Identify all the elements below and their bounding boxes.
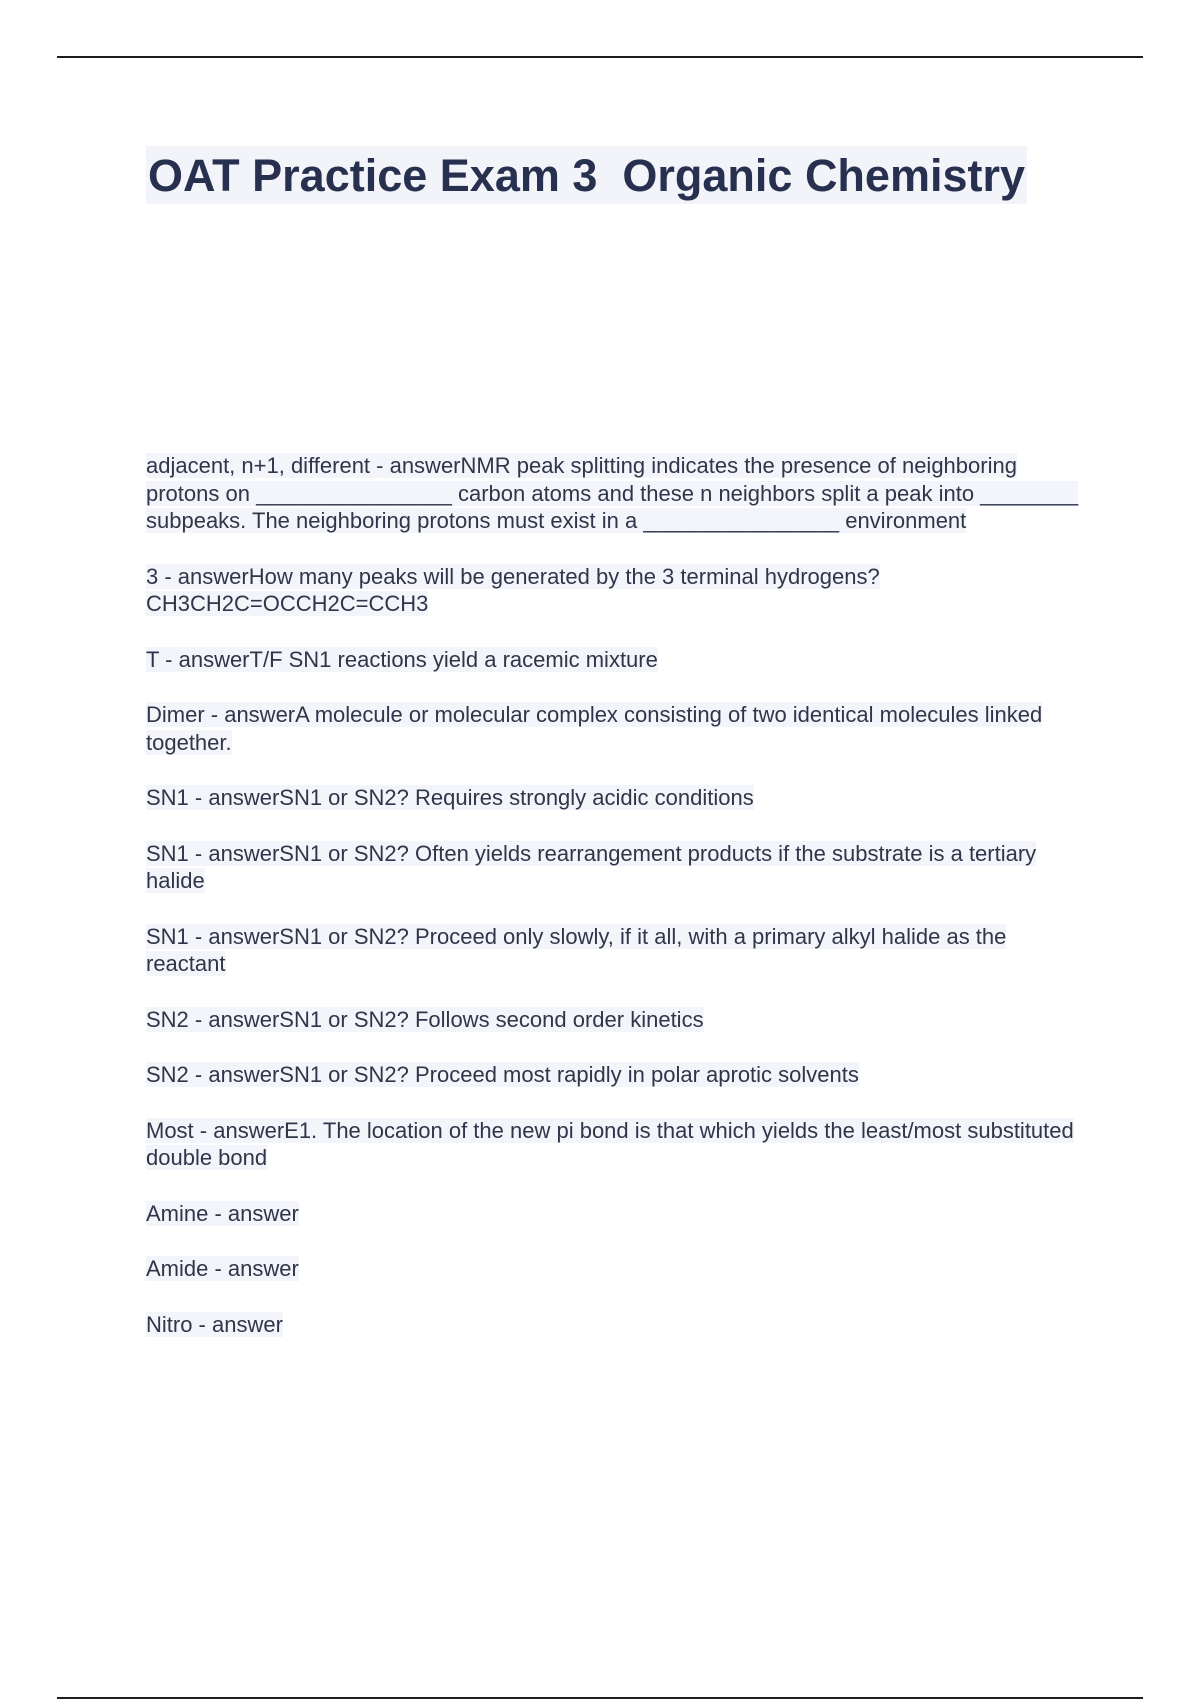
qa-item: [146, 1311, 1086, 1339]
qa-item: [146, 563, 1086, 618]
qa-text: Amide - answer: [146, 1256, 299, 1281]
qa-text: SN1 - answerSN1 or SN2? Proceed only slowly, if it all, with a primary alkyl halide as the reactant: [146, 923, 1007, 976]
qa-item: [146, 1255, 1086, 1283]
qa-item: [146, 1061, 1086, 1089]
qa-item: [146, 1200, 1086, 1228]
qa-text: T - answerT/F SN1 reactions yield a racemic mixture: [146, 646, 658, 672]
qa-text: Amine - answer: [146, 1200, 299, 1226]
qa-item: [146, 1006, 1086, 1034]
top-rule: [57, 56, 1143, 58]
qa-item: [146, 1117, 1086, 1172]
qa-item: [146, 646, 1086, 674]
qa-item: [146, 784, 1086, 812]
bottom-rule: [57, 1697, 1143, 1699]
qa-item: [146, 452, 1086, 535]
qa-text: Nitro - answer: [146, 1311, 283, 1337]
qa-item: [146, 840, 1086, 895]
qa-item: [146, 923, 1086, 978]
qa-list: [146, 452, 1086, 1366]
qa-text: SN1 - answerSN1 or SN2? Often yields rearrangement products if the substrate is a tertiary halide: [146, 840, 1037, 893]
qa-text: SN2 - answerSN1 or SN2? Follows second order kinetics: [146, 1006, 704, 1032]
qa-text: Most - answerE1. The location of the new pi bond is that which yields the least/most substituted double bond: [146, 1117, 1074, 1170]
qa-text: Dimer - answerA molecule or molecular complex consisting of two identical molecules linked together.: [146, 702, 1043, 755]
qa-text: adjacent, n+1, different - answerNMR peak splitting indicates the presence of neighboring protons on ________________ carbon atoms and these n neighbors split a peak into ________ subpeaks. The neighboring protons must exist in a ________________ environment: [146, 453, 1079, 533]
qa-text: 3 - answerHow many peaks will be generated by the 3 terminal hydrogens? CH3CH2C=OCCH2C=CCH3: [146, 563, 880, 616]
qa-item: [146, 701, 1086, 756]
qa-text: SN1 - answerSN1 or SN2? Requires strongly acidic conditions: [146, 785, 754, 810]
page-title: OAT Practice Exam 3 Organic Chemistry: [146, 146, 1027, 204]
qa-text: SN2 - answerSN1 or SN2? Proceed most rapidly in polar aprotic solvents: [146, 1062, 859, 1087]
